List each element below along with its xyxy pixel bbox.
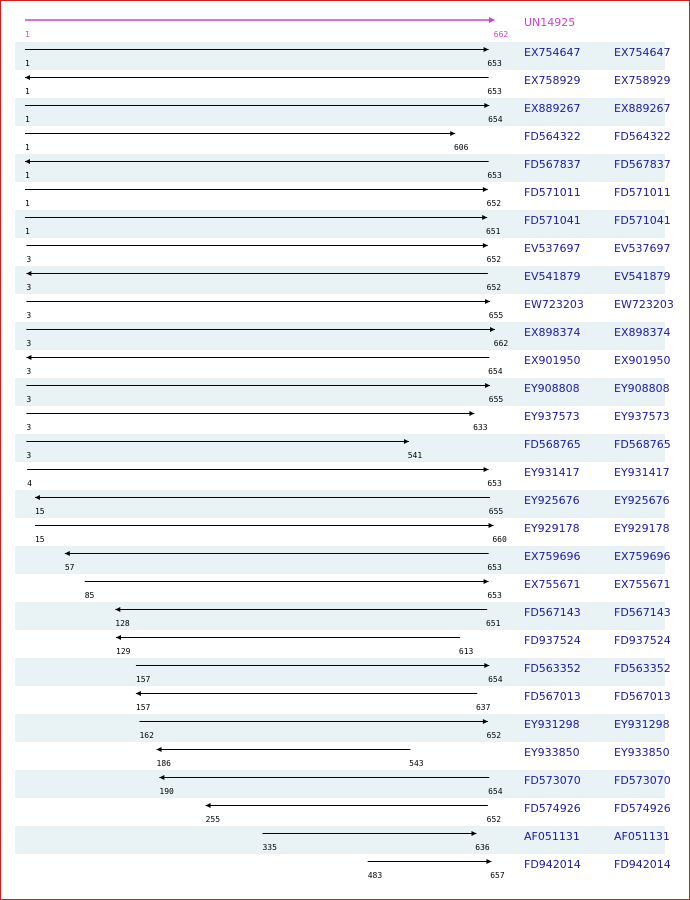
alignment-row — [85, 578, 671, 600]
end-position-label: 655 — [488, 507, 504, 516]
accession-link-secondary[interactable]: EV537697 — [614, 242, 671, 255]
accession-link[interactable]: EX759696 — [524, 550, 581, 563]
accession-link[interactable]: EY931298 — [524, 718, 580, 731]
start-position-label: 3 — [26, 311, 32, 320]
accession-link-secondary[interactable]: EW723203 — [614, 298, 674, 311]
start-position-label: 15 — [34, 507, 45, 516]
start-position-label: 1 — [25, 199, 30, 208]
end-position-label: 654 — [488, 787, 503, 796]
start-position-label: 3 — [26, 339, 32, 348]
alignment-row — [25, 130, 671, 152]
arrowhead-left — [25, 75, 30, 80]
accession-link[interactable]: EW723203 — [524, 298, 584, 311]
accession-link-secondary[interactable]: EY937573 — [614, 410, 670, 423]
end-position-label: 637 — [475, 703, 491, 712]
start-position-label: 3 — [26, 395, 32, 404]
accession-link-secondary[interactable]: EY931298 — [614, 718, 670, 731]
accession-link-secondary[interactable]: FD937524 — [614, 634, 671, 647]
arrowhead-left — [116, 635, 121, 640]
accession-link-secondary[interactable]: FD573070 — [614, 774, 671, 787]
accession-link[interactable]: FD937524 — [524, 634, 581, 647]
accession-link[interactable]: AF051131 — [524, 830, 580, 843]
accession-link-secondary[interactable]: FD571041 — [614, 214, 671, 227]
accession-link-secondary[interactable]: FD574926 — [614, 802, 671, 815]
start-position-label: 3 — [26, 367, 32, 376]
accession-link-secondary[interactable]: EY933850 — [614, 746, 670, 759]
accession-link[interactable]: EV537697 — [524, 242, 581, 255]
arrowhead-right — [483, 243, 488, 248]
alignment-row — [206, 802, 671, 824]
accession-link[interactable]: FD567013 — [524, 690, 581, 703]
end-position-label: 653 — [487, 563, 502, 572]
accession-link-secondary[interactable]: EX758929 — [614, 74, 671, 87]
accession-link[interactable]: FD567143 — [524, 606, 581, 619]
alignment-row — [157, 746, 670, 768]
arrowhead-right — [489, 523, 494, 528]
start-position-label: 15 — [34, 535, 45, 544]
accession-link-secondary[interactable]: EX754647 — [614, 46, 671, 59]
accession-link[interactable]: EY931417 — [524, 466, 580, 479]
arrowhead-left — [136, 691, 141, 696]
end-position-label: 606 — [453, 143, 469, 152]
end-position-label: 653 — [487, 171, 502, 180]
end-position-label: 652 — [486, 815, 502, 824]
accession-link[interactable]: FD567837 — [524, 158, 581, 171]
accession-link[interactable]: EY908808 — [524, 382, 580, 395]
start-position-label: 129 — [116, 647, 131, 656]
start-position-label: 3 — [26, 423, 32, 432]
end-position-label: 652 — [486, 255, 502, 264]
end-position-label: 651 — [485, 227, 501, 236]
end-position-label: 654 — [488, 367, 503, 376]
arrowhead-right — [484, 467, 489, 472]
arrowhead-right — [483, 187, 488, 192]
accession-link[interactable]: EV541879 — [524, 270, 581, 283]
accession-link-secondary[interactable]: EX898374 — [614, 326, 671, 339]
accession-link-secondary[interactable]: FD567013 — [614, 690, 671, 703]
start-position-label: 3 — [26, 451, 32, 460]
start-position-label: 157 — [135, 675, 151, 684]
alignment-row — [35, 522, 670, 544]
accession-link[interactable]: FD571041 — [524, 214, 581, 227]
end-position-label: 660 — [492, 535, 507, 544]
arrowhead-left — [157, 747, 162, 752]
arrowhead-right — [469, 411, 474, 416]
start-position-label: 4 — [27, 479, 32, 488]
end-position-label: 651 — [485, 619, 501, 628]
start-position-label: 1 — [25, 59, 30, 68]
end-position-label: 652 — [486, 731, 502, 740]
end-position-label: 657 — [490, 871, 505, 880]
accession-link-secondary[interactable]: EX759696 — [614, 550, 671, 563]
arrowhead-right — [485, 299, 490, 304]
start-position-label: 190 — [159, 787, 174, 796]
accession-link[interactable]: FD564322 — [524, 130, 581, 143]
accession-link[interactable]: FD568765 — [524, 438, 581, 451]
start-position-label: 3 — [26, 255, 32, 264]
accession-link[interactable]: EY929178 — [524, 522, 580, 535]
end-position-label: 655 — [488, 311, 504, 320]
arrowhead-right — [450, 131, 455, 136]
accession-link[interactable]: EY933850 — [524, 746, 580, 759]
accession-link-secondary[interactable]: EX901950 — [614, 354, 671, 367]
reference-arrowhead — [489, 17, 495, 23]
arrowhead-left — [206, 803, 211, 808]
end-position-label: 613 — [458, 647, 474, 656]
accession-link[interactable]: EX758929 — [524, 74, 581, 87]
accession-link[interactable]: EX898374 — [524, 326, 581, 339]
end-position-label: 652 — [486, 283, 502, 292]
reference-id-label: UN14925 — [524, 16, 576, 29]
alignment-row — [26, 298, 673, 320]
start-position-label: 1 — [25, 87, 30, 96]
accession-link-secondary[interactable]: FD567143 — [614, 606, 671, 619]
accession-link[interactable]: FD942014 — [524, 858, 581, 871]
accession-link-secondary[interactable]: EY931417 — [614, 466, 670, 479]
alignment-row — [27, 466, 670, 488]
end-position-label: 633 — [473, 423, 488, 432]
start-position-label: 483 — [367, 871, 383, 880]
arrowhead-left — [26, 355, 31, 360]
start-position-label: 1 — [25, 227, 30, 236]
accession-link-secondary[interactable]: FD942014 — [614, 858, 671, 871]
accession-link-secondary[interactable]: FD568765 — [614, 438, 671, 451]
end-position-label: 652 — [486, 199, 502, 208]
start-position-label: 335 — [262, 843, 277, 852]
alignment-row — [25, 186, 671, 208]
alignment-row — [116, 634, 671, 656]
accession-link[interactable]: EX755671 — [524, 578, 581, 591]
start-position-label: 162 — [139, 731, 154, 740]
accession-link-secondary[interactable]: EY929178 — [614, 522, 670, 535]
end-position-label: 653 — [487, 591, 502, 600]
accession-link[interactable]: EY925676 — [524, 494, 580, 507]
accession-link-secondary[interactable]: FD571011 — [614, 186, 671, 199]
end-position-label: 653 — [487, 87, 502, 96]
end-position-label: 653 — [487, 59, 502, 68]
accession-link-secondary[interactable]: EV541879 — [614, 270, 671, 283]
start-position-label: 128 — [115, 619, 130, 628]
start-position-label: 57 — [64, 563, 75, 572]
alignment-row — [26, 354, 670, 376]
accession-link[interactable]: EX754647 — [524, 46, 581, 59]
start-position-label: 186 — [156, 759, 171, 768]
accession-link[interactable]: FD563352 — [524, 662, 581, 675]
arrowhead-right — [484, 579, 489, 584]
accession-link[interactable]: FD573070 — [524, 774, 581, 787]
accession-link-secondary[interactable]: EY908808 — [614, 382, 670, 395]
start-position-label: 1 — [25, 171, 30, 180]
reference-start-label: 1 — [25, 30, 30, 39]
start-position-label: 157 — [135, 703, 151, 712]
accession-link-secondary[interactable]: AF051131 — [614, 830, 670, 843]
end-position-label: 653 — [487, 479, 502, 488]
end-position-label: 543 — [409, 759, 424, 768]
reference-track — [25, 16, 575, 39]
accession-link[interactable]: EX889267 — [524, 102, 581, 115]
start-position-label: 3 — [26, 283, 32, 292]
accession-link-secondary[interactable]: FD567837 — [614, 158, 671, 171]
start-position-label: 1 — [25, 143, 30, 152]
accession-link-secondary[interactable]: EX889267 — [614, 102, 671, 115]
accession-link[interactable]: FD571011 — [524, 186, 581, 199]
alignment-row — [368, 858, 671, 880]
accession-link-secondary[interactable]: FD564322 — [614, 130, 671, 143]
end-position-label: 662 — [493, 339, 509, 348]
end-position-label: 636 — [475, 843, 490, 852]
accession-link[interactable]: EX901950 — [524, 354, 581, 367]
accession-link[interactable]: FD574926 — [524, 802, 581, 815]
start-position-label: 85 — [84, 591, 95, 600]
accession-link[interactable]: EY937573 — [524, 410, 580, 423]
arrowhead-right — [486, 859, 491, 864]
end-position-label: 655 — [488, 395, 504, 404]
alignment-row — [26, 410, 669, 432]
accession-link-secondary[interactable]: EX755671 — [614, 578, 671, 591]
accession-link-secondary[interactable]: EY925676 — [614, 494, 670, 507]
alignment-row — [136, 690, 671, 712]
end-position-label: 654 — [488, 115, 503, 124]
reference-end-label: 662 — [493, 30, 509, 39]
start-position-label: 255 — [205, 815, 221, 824]
end-position-label: 654 — [488, 675, 503, 684]
alignment-row — [25, 74, 670, 96]
end-position-label: 541 — [407, 451, 423, 460]
alignment-row — [26, 242, 670, 264]
accession-link-secondary[interactable]: FD563352 — [614, 662, 671, 675]
start-position-label: 1 — [25, 115, 30, 124]
